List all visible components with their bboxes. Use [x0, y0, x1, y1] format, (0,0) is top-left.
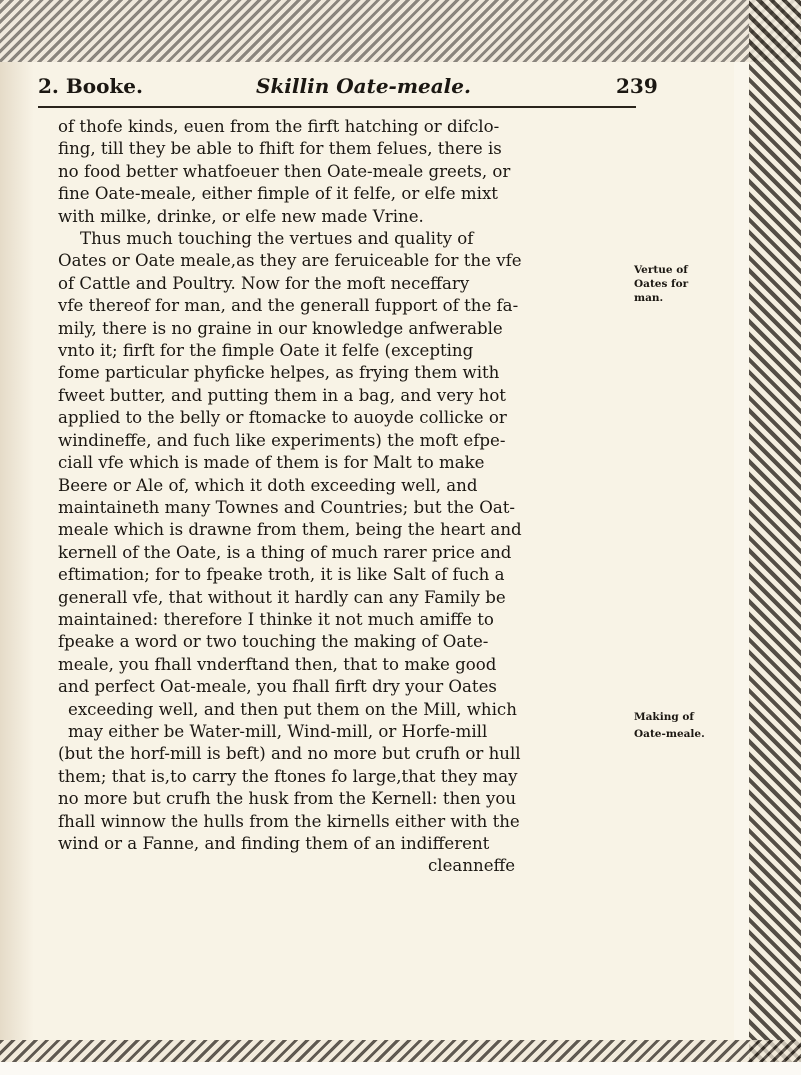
text-line: them; that is,to carry the ftones fo large,that they may — [58, 766, 518, 786]
text-line: and perfect Oat-meale, you fhall firft dry your Oates — [58, 677, 497, 697]
text-line: windineffe, and fuch like experiments) the moft efpe- — [58, 430, 506, 450]
text-line: generall vfe, that without it hardly can any Family be — [58, 587, 506, 607]
text-line: meale, you fhall vnderftand then, that to make good — [58, 654, 497, 674]
margin-note-vertue: Oates for — [634, 278, 689, 290]
page-number: 239 — [616, 74, 658, 98]
text-line: fpeake a word or two touching the making of Oate- — [58, 632, 489, 652]
text-line: may either be Water-mill, Wind-mill, or Horfe-mill — [68, 721, 488, 741]
header-rule — [38, 106, 636, 108]
text-line: of Cattle and Poultry. Now for the moft neceffary — [58, 273, 470, 293]
running-header — [38, 70, 678, 104]
text-line: wind or a Fanne, and finding them of an indifferent — [58, 834, 490, 853]
text-line: no more but crufh the husk from the Kernell: then you — [58, 789, 517, 809]
text-line: (but the horf-mill is beft) and no more but crufh or hull — [58, 744, 521, 764]
scan-margin — [0, 1062, 801, 1075]
text-line: applied to the belly or ftomacke to auoyde collicke or — [58, 408, 507, 428]
text-line: maintaineth many Townes and Countries; but the Oat- — [58, 497, 515, 517]
text-line: no food better whatfoeuer then Oate-meale greets, or — [58, 161, 511, 181]
margin-note-vertue: Vertue of — [634, 264, 688, 276]
text-line: eftimation; for to fpeake troth, it is like Salt of fuch a — [58, 565, 505, 585]
text-line: Thus much touching the vertues and quality of — [80, 229, 474, 249]
text-line: mily, there is no graine in our knowledge anfwerable — [58, 318, 503, 338]
text-line: of thofe kinds, euen from the firft hatching or difclo- — [58, 117, 500, 136]
text-line: with milke, drinke, or elfe new made Vrine. — [58, 206, 424, 226]
text-line: Oates or Oate meale,as they are feruiceable for the vfe — [58, 251, 522, 271]
text-line: fing, till they be able to fhift for them felues, there is — [58, 139, 502, 159]
text-line: Beere or Ale of, which it doth exceeding well, and — [58, 475, 478, 495]
text-line: kernell of the Oate, is a thing of much rarer price and — [58, 542, 512, 562]
text-line: ciall vfe which is made of them is for Malt to make — [58, 453, 485, 473]
text-line: fweet butter, and putting them in a bag, and very hot — [58, 385, 506, 405]
margin-note-vertue: man. — [634, 292, 664, 304]
text-line: maintained: therefore I thinke it not much amiffe to — [58, 609, 494, 629]
text-line: fome particular phyficke helpes, as frying them with — [58, 363, 500, 383]
text-line: vfe thereof for man, and the generall fupport of the fa- — [58, 296, 519, 316]
body-text — [58, 116, 626, 878]
text-line: meale which is drawne from them, being the heart and — [58, 520, 522, 540]
text-line: vnto it; firft for the fimple Oate it felfe (excepting — [58, 341, 474, 361]
top-ornamental-border — [0, 0, 801, 62]
text-line: fhall winnow the hulls from the kirnells either with the — [58, 811, 520, 831]
text-line: fine Oate-meale, either fimple of it felfe, or elfe mixt — [58, 184, 498, 204]
header-title: Skillin Oate-meale. — [256, 74, 471, 98]
text-line: exceeding well, and then put them on the Mill, which — [68, 699, 517, 719]
margin-note-making: Oate-meale. — [634, 728, 705, 740]
margin-note-making: Making of — [634, 711, 694, 723]
header-book-number: 2. Booke. — [38, 74, 143, 98]
bottom-ornamental-border — [0, 1040, 801, 1062]
text-line: cleanneffe — [428, 856, 516, 876]
page-edge — [0, 62, 34, 1040]
right-ornamental-border — [749, 0, 801, 1075]
